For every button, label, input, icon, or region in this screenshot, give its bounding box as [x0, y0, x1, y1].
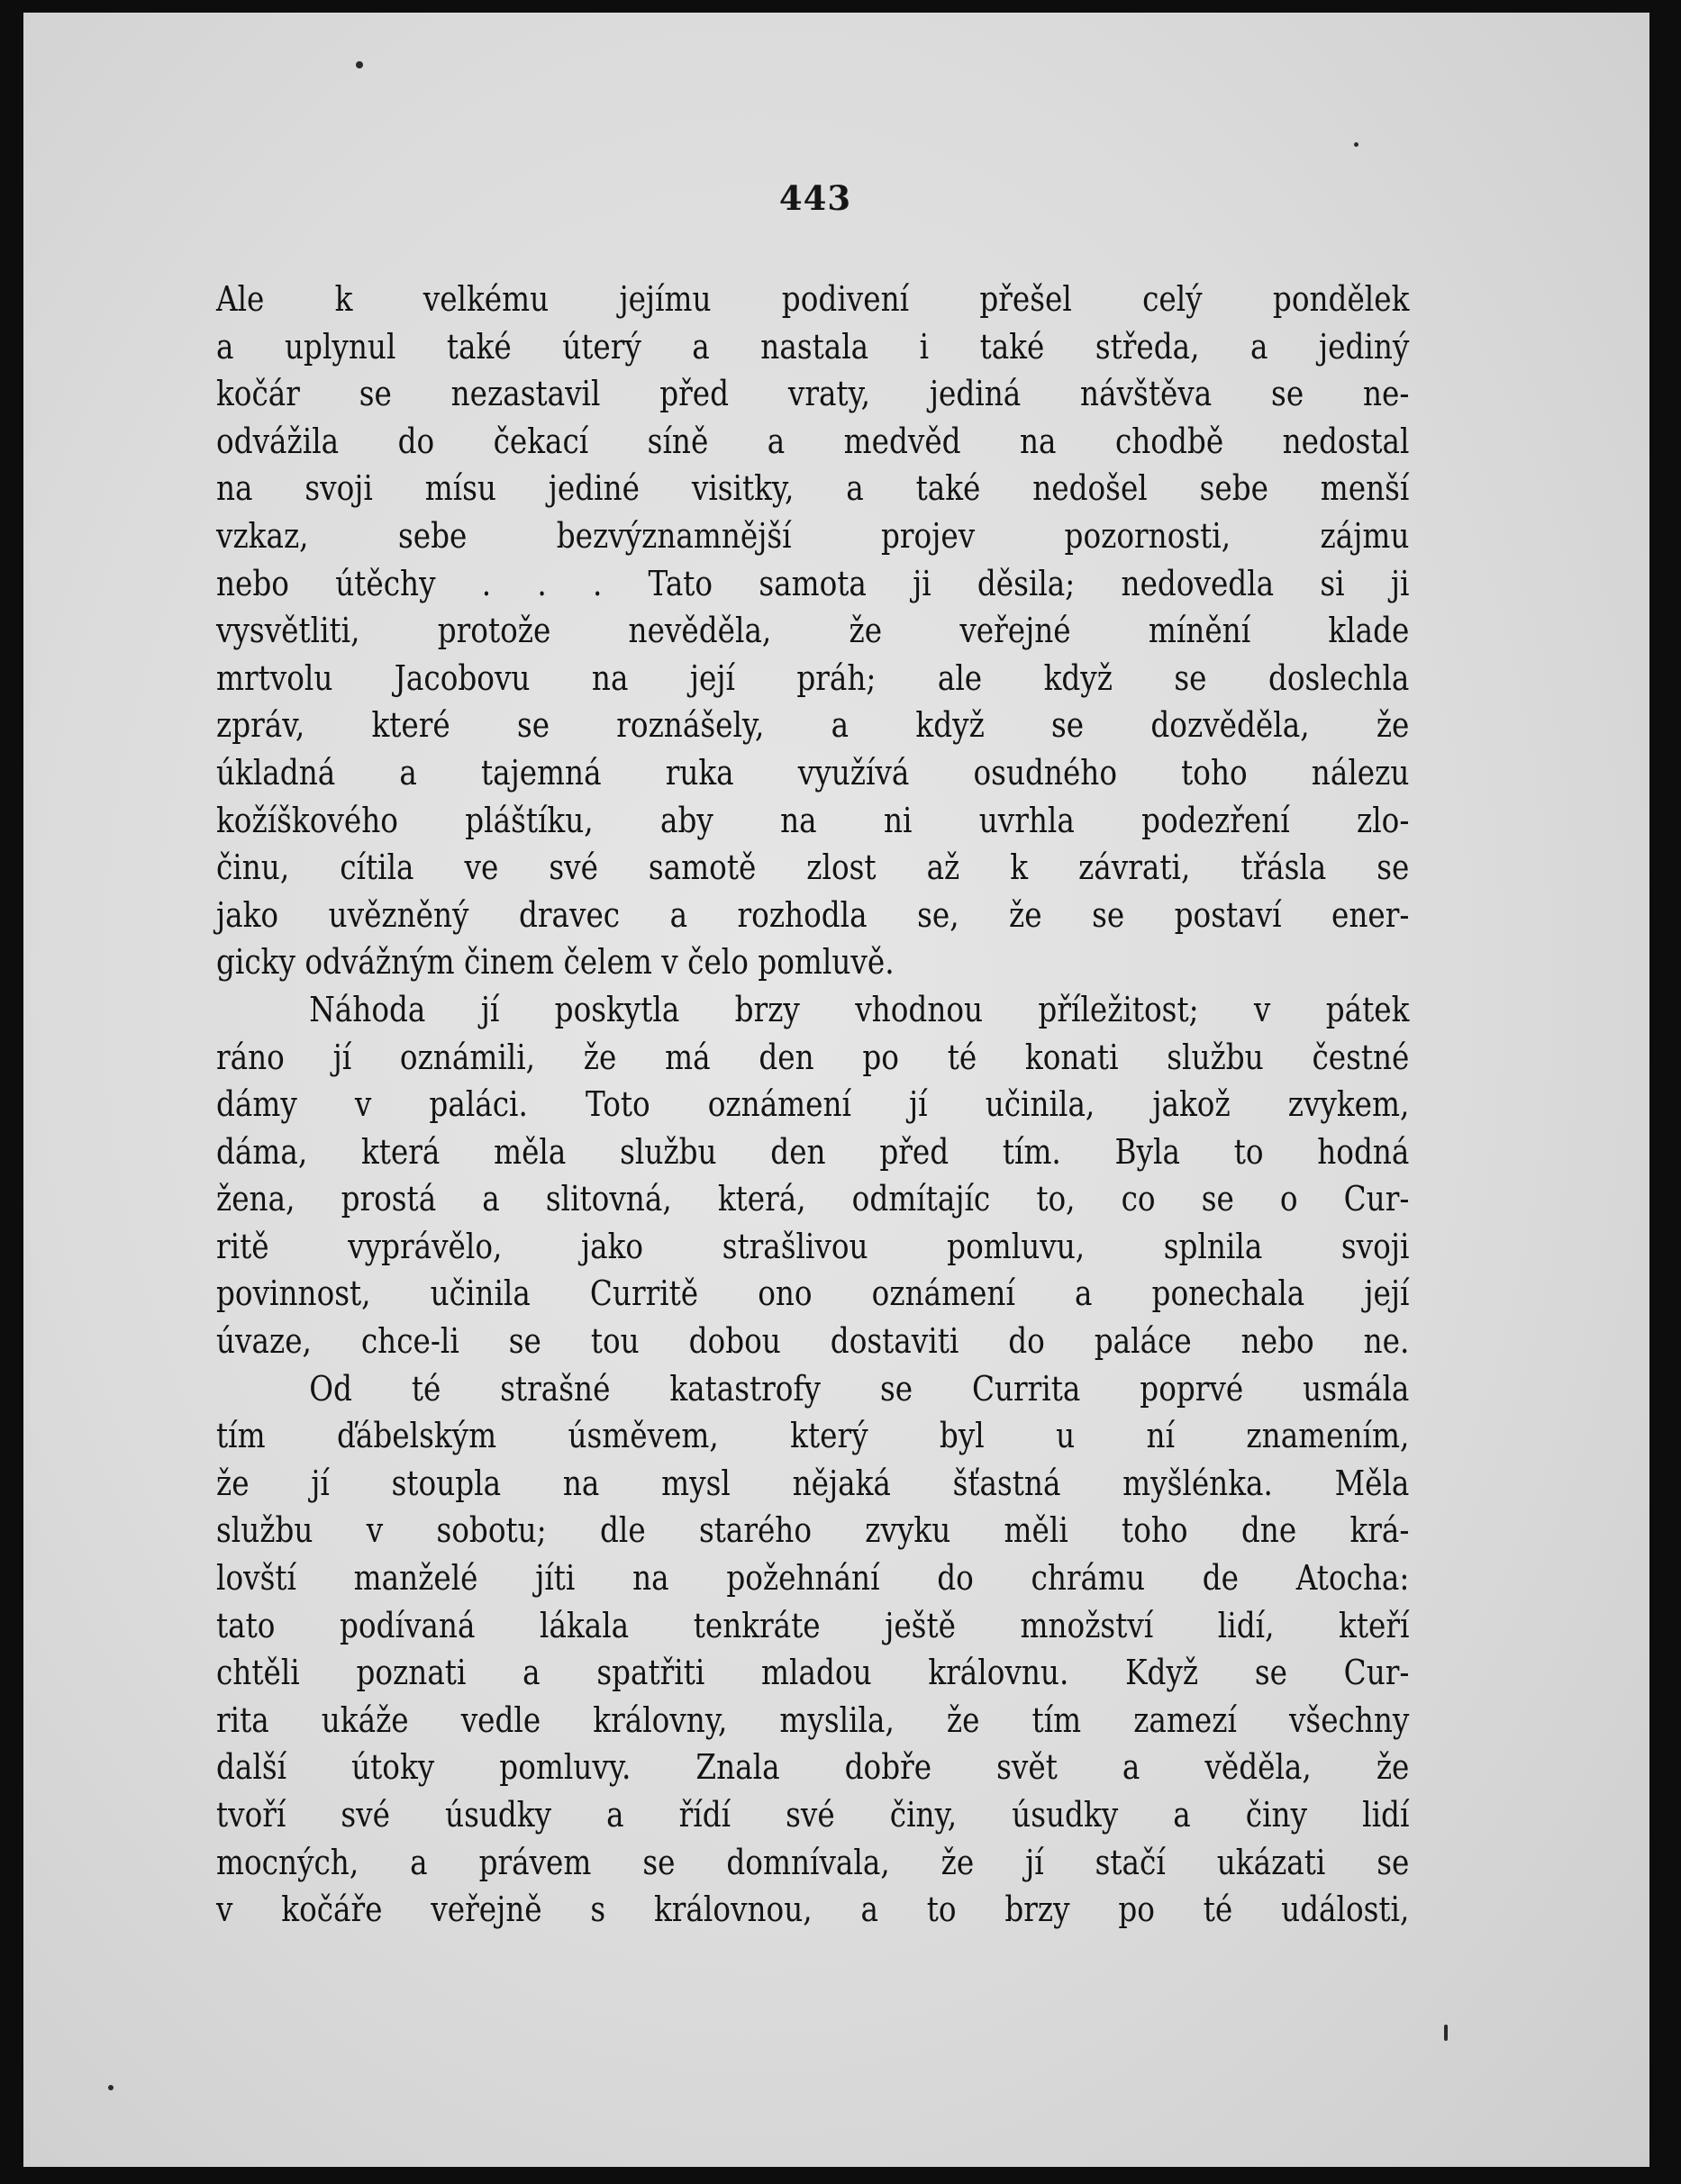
- text-line: žena, prostá a slitovná, která, odmítajíc to, co se o Cur-: [216, 1179, 1410, 1219]
- text-line: vysvětliti, protože nevěděla, že veřejné mínění klade: [216, 611, 1410, 651]
- text-line: dámy v paláci. Toto oznámení jí učinila, jakož zvykem,: [216, 1084, 1410, 1125]
- text-line: tato podívaná lákala tenkráte ještě množství lidí, kteří: [216, 1605, 1410, 1645]
- text-line: ritě vyprávělo, jako strašlivou pomluvu, splnila svoji: [216, 1226, 1410, 1266]
- text-line: tvoří své úsudky a řídí své činy, úsudky a činy lidí: [216, 1795, 1410, 1835]
- text-line: Od té strašné katastrofy se Currita poprvé usmála: [309, 1368, 1410, 1409]
- text-line: vzkaz, sebe bezvýznamnější projev pozornosti, zájmu: [216, 515, 1410, 556]
- dust-speck: [108, 2085, 114, 2090]
- text-line: rita ukáže vedle královny, myslila, že tím zamezí všechny: [216, 1699, 1410, 1740]
- text-line: na svoji mísu jediné visitky, a také nedošel sebe menší: [216, 468, 1410, 509]
- text-line: v kočáře veřejně s královnou, a to brzy po té události,: [216, 1889, 1410, 1930]
- text-line: Ale k velkému jejímu podivení přešel celý pondělek: [216, 279, 1410, 319]
- text-line: nebo útěchy . . . Tato samota ji děsila; nedovedla si ji: [216, 563, 1410, 603]
- text-line: a uplynul také úterý a nastala i také středa, a jediný: [216, 326, 1410, 367]
- text-line: další útoky pomluvy. Znala dobře svět a věděla, že: [216, 1747, 1410, 1788]
- text-line: kočár se nezastavil před vraty, jediná návštěva se ne-: [216, 374, 1410, 414]
- text-line: tím ďábelským úsměvem, který byl u ní znamením,: [216, 1416, 1410, 1456]
- text-line: úkladná a tajemná ruka využívá osudného toho nálezu: [216, 752, 1410, 793]
- body-text: [216, 276, 1410, 1934]
- text-line: Náhoda jí poskytla brzy vhodnou příležitost; v pátek: [309, 989, 1410, 1029]
- text-line: úvaze, chce-li se tou dobou dostaviti do paláce nebo ne.: [216, 1321, 1410, 1362]
- text-line: lovští manželé jíti na požehnání do chrámu de Atocha:: [216, 1558, 1410, 1599]
- dust-speck: [1354, 142, 1358, 147]
- text-line: gicky odvážným činem čelem v čelo pomluvě.: [216, 942, 895, 983]
- text-line: kožíškového pláštíku, aby na ni uvrhla podezření zlo-: [216, 800, 1410, 840]
- dust-speck: [356, 61, 363, 68]
- text-line: mrtvolu Jacobovu na její práh; ale když se doslechla: [216, 657, 1410, 698]
- text-line: že jí stoupla na mysl nějaká šťastná myšlénka. Měla: [216, 1463, 1410, 1503]
- text-line: zpráv, které se roznášely, a když se dozvěděla, že: [216, 705, 1410, 746]
- text-line: mocných, a právem se domnívala, že jí stačí ukázati se: [216, 1842, 1410, 1882]
- text-line: dáma, která měla službu den před tím. Byla to hodná: [216, 1131, 1410, 1172]
- text-line: povinnost, učinila Curritě ono oznámení a ponechala její: [216, 1273, 1410, 1314]
- text-line: činu, cítila ve své samotě zlost až k závrati, třásla se: [216, 847, 1410, 888]
- text-line: jako uvězněný dravec a rozhodla se, že se postaví ener-: [216, 894, 1410, 935]
- text-line: chtěli poznati a spatřiti mladou královnu. Když se Cur-: [216, 1653, 1410, 1693]
- dust-speck: [1444, 2025, 1448, 2041]
- text-line: ráno jí oznámili, že má den po té konati službu čestné: [216, 1037, 1410, 1077]
- text-line: službu v sobotu; dle starého zvyku měli toho dne krá-: [216, 1510, 1410, 1551]
- text-line: odvážila do čekací síně a medvěd na chodbě nedostal: [216, 421, 1410, 461]
- page-number: 443: [778, 178, 852, 218]
